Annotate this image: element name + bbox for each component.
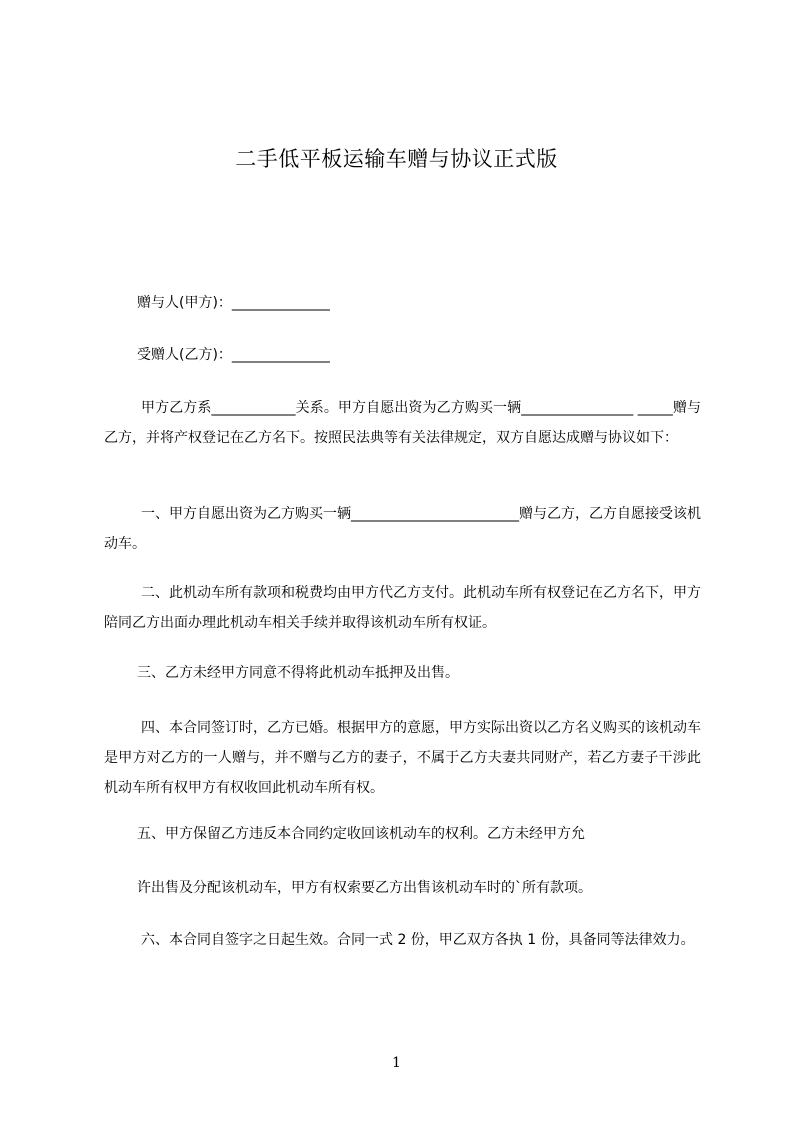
clause-5-part-1: 五、甲方保留乙方违反本合同约定收回该机动车的权利。乙方未经甲方允: [137, 826, 585, 842]
clause-2: 二、此机动车所有款项和税费均由甲方代乙方支付。此机动车所有权登记在乙方名下，甲方陪同乙方出面办理此机动车相关手续并取得该机动车所有权证。: [104, 585, 701, 631]
clause-3: 三、乙方未经甲方同意不得将此机动车抵押及出售。: [137, 665, 459, 681]
page-number: 1: [392, 1055, 401, 1071]
clause-6: 六、本合同自签字之日起生效。合同一式 2 份，甲乙双方各执 1 份，具备同等法律效力。: [141, 932, 695, 948]
donor-line: 赠与人(甲方)：______________: [137, 295, 330, 311]
clause-5-part-2: 许出售及分配该机动车，甲方有权索要乙方出售该机动车时的`所有款项。: [137, 880, 592, 896]
clause-1: 一、甲方自愿出资为乙方购买一辆________________________赠与乙方，乙方自愿接受该机动车。: [104, 506, 701, 552]
donee-line: 受赠人(乙方)：______________: [137, 347, 330, 363]
document-title: 二手低平板运输车赠与协议正式版: [235, 147, 558, 171]
clause-4: 四、本合同签订时，乙方已婚。根据甲方的意愿，甲方实际出资以乙方名义购买的该机动车是甲方对乙方的一人赠与，并不赠与乙方的妻子，不属于乙方夫妻共同财产，若乙方妻子干涉此机动车所有权甲方有权收回此机动车所有权。: [104, 720, 701, 796]
intro-paragraph: 甲方乙方系____________关系。甲方自愿出资为乙方购买一辆________________ _____赠与乙方，并将产权登记在乙方名下。按照民法典等有关法律规定，双方自愿达成赠与协议如下：: [104, 400, 701, 446]
